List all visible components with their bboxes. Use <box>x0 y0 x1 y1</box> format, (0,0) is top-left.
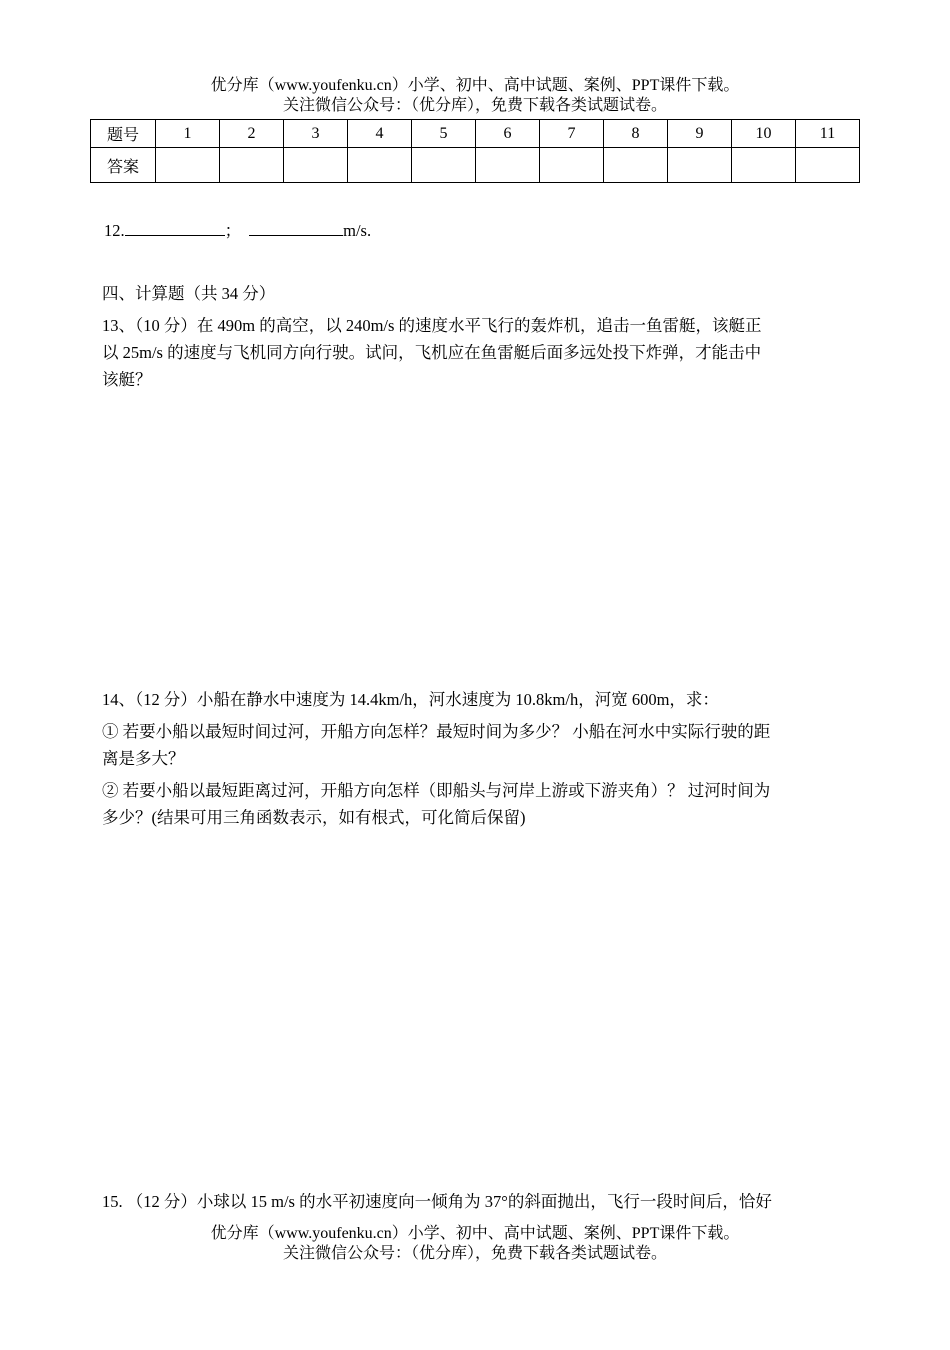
q14-part-2-line-1: ② 若要小船以最短距离过河，开船方向怎样（即船头与河岸上游或下游夹角）？ 过河时间为 <box>102 781 771 800</box>
answer-cell[interactable] <box>604 148 668 183</box>
q14-part-2-line-2: 多少？(结果可用三角函数表示，如有根式，可化简后保留) <box>102 808 526 827</box>
q14-part-1-line-2: 离是多大？ <box>102 749 185 768</box>
question-number-cell: 4 <box>348 120 412 148</box>
q13-line-1: 13、（10 分）在 490m 的高空，以 240m/s 的速度水平飞行的轰炸机，追击一鱼雷艇，该艇正 <box>102 316 762 335</box>
q14-part-1-line-1: ① 若要小船以最短时间过河，开船方向怎样？最短时间为多少？ 小船在河水中实际行驶的距 <box>102 722 771 741</box>
page-footer <box>0 1224 950 1264</box>
question-number-cell: 9 <box>668 120 732 148</box>
answer-cell[interactable] <box>284 148 348 183</box>
question-15 <box>102 1188 852 1215</box>
question-number-cell: 1 <box>156 120 220 148</box>
question-number-cell: 10 <box>732 120 796 148</box>
question-13 <box>102 312 852 393</box>
question-number-cell: 3 <box>284 120 348 148</box>
answer-table-row1-label: 题号 <box>91 120 156 148</box>
q12-blank-2[interactable] <box>249 217 343 236</box>
answer-table <box>90 119 860 183</box>
question-14 <box>102 686 852 831</box>
q14-stem: 14、（12 分）小船在静水中速度为 14.4km/h，河水速度为 10.8km/h，河宽 600m，求： <box>102 690 719 709</box>
q13-line-2: 以 25m/s 的速度与飞机同方向行驶。试问，飞机应在鱼雷艇后面多远处投下炸弹，才能击中 <box>102 343 762 362</box>
q13-line-3: 该艇？ <box>102 370 152 389</box>
q12-separator: ； <box>224 221 242 240</box>
section-4-title: 四、计算题（共 34 分） <box>102 284 276 303</box>
answer-cell[interactable] <box>412 148 476 183</box>
q12-unit: m/s. <box>343 221 372 240</box>
answer-table-number-row <box>91 120 860 148</box>
answer-table-answer-row <box>91 148 860 183</box>
header-line-1: 优分库（www.youfenku.cn）小学、初中、高中试题、案例、PPT课件下载。 <box>210 77 740 94</box>
question-number-cell: 6 <box>476 120 540 148</box>
footer-line-2: 关注微信公众号：（优分库），免费下载各类试题试卷。 <box>282 1245 667 1262</box>
answer-cell[interactable] <box>796 148 860 183</box>
question-number-cell: 5 <box>412 120 476 148</box>
question-number-cell: 8 <box>604 120 668 148</box>
answer-cell[interactable] <box>156 148 220 183</box>
answer-cell[interactable] <box>668 148 732 183</box>
question-number-cell: 2 <box>220 120 284 148</box>
page-header <box>0 76 950 116</box>
footer-line-1: 优分库（www.youfenku.cn）小学、初中、高中试题、案例、PPT课件下载。 <box>210 1225 740 1242</box>
question-12 <box>104 217 854 244</box>
answer-cell[interactable] <box>220 148 284 183</box>
question-number-cell: 7 <box>540 120 604 148</box>
answer-cell[interactable] <box>540 148 604 183</box>
answer-cell[interactable] <box>732 148 796 183</box>
header-line-2: 关注微信公众号：（优分库），免费下载各类试题试卷。 <box>282 97 667 114</box>
answer-table-row2-label: 答案 <box>91 148 156 183</box>
q12-prefix: 12. <box>104 221 125 240</box>
q15-line-1: 15. （12 分）小球以 15 m/s 的水平初速度向一倾角为 37°的斜面抛出，飞行一段时间后，恰好 <box>102 1192 772 1211</box>
answer-cell[interactable] <box>348 148 412 183</box>
answer-cell[interactable] <box>476 148 540 183</box>
q12-blank-1[interactable] <box>125 217 225 236</box>
question-number-cell: 11 <box>796 120 860 148</box>
